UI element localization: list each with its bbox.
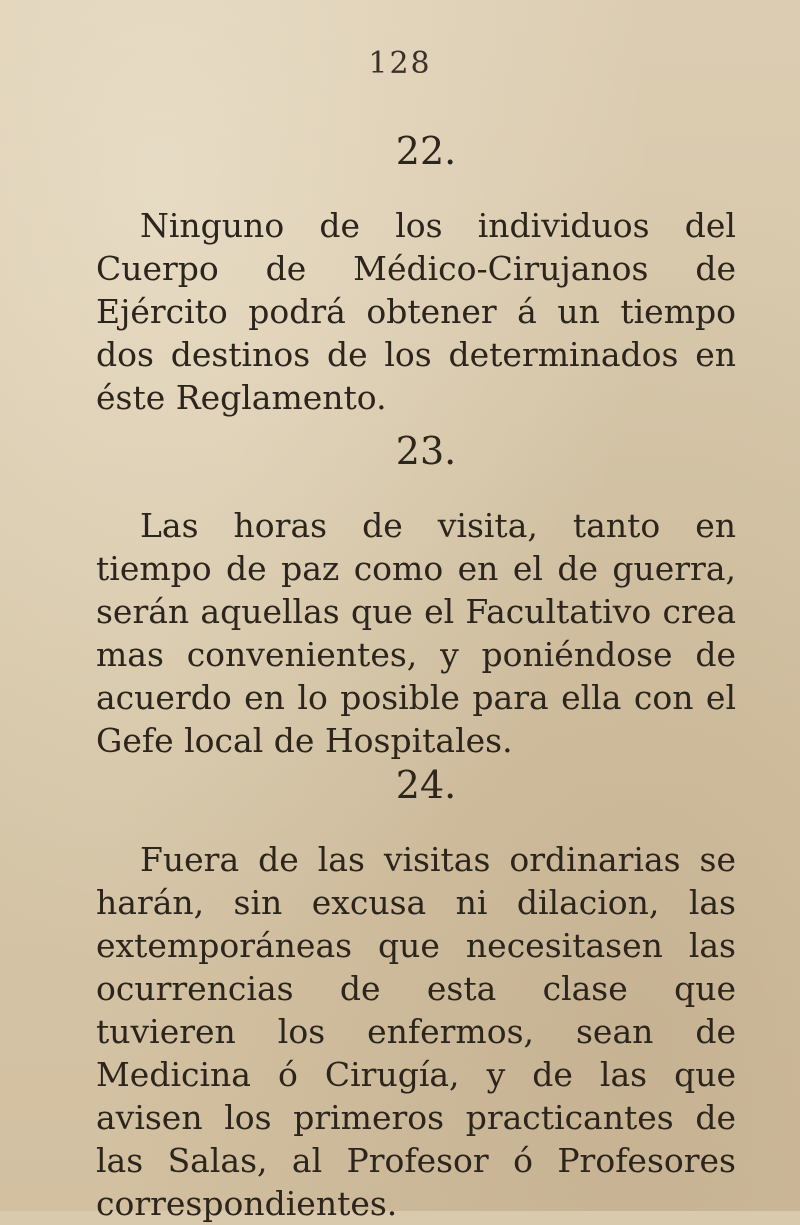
article-text: Ninguno de los individuos del Cuerpo de Médico-Cirujanos de Ejército podrá obtener á un tiempo dos destinos de los determinados en éste Reglamento.	[96, 206, 736, 417]
article-number: 22.	[395, 129, 457, 173]
article-23	[96, 428, 736, 762]
article-24	[96, 762, 736, 1225]
article-number: 24.	[395, 763, 457, 807]
article-number: 23.	[395, 429, 457, 473]
article-text: Las horas de visita, tanto en tiempo de paz como en el de guerra, serán aquellas que el Facultativo crea mas convenientes, y poniéndose de acuerdo en lo posible para ella con el Gefe local de Hospitales.	[96, 506, 736, 760]
article-text: Fuera de las visitas ordinarias se harán, sin excusa ni dilacion, las extemporáneas que necesitasen las ocurrencias de esta clase que tuvieren los enfermos, sean de Medicina ó Cirugía, y de las que avisen los primeros practicantes de las Salas, al Profesor ó Profesores correspondientes.	[96, 840, 736, 1223]
page-number: 128	[368, 46, 432, 81]
article-22	[96, 128, 736, 419]
